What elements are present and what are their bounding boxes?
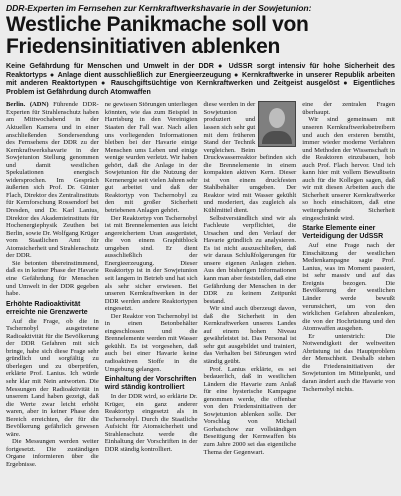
- paragraph-text: Sie betonten übereinstimmend, daß es in keiner Phase der Havarie eine Gefährdung für Menschen und Umwelt in der DDR gegeben habe.: [6, 259, 99, 298]
- paragraph-text: Die Messungen werden weiter fortgesetzt. Die zuständigen Organe informieren über die Ergebnisse.: [6, 438, 99, 468]
- paragraph-text: Der Reaktor von Tschernobyl ist in einen Betonbehälter eingeschlossen und die Brennelemente werden mit Wasser gekühlt. Es ist vorgesehen, daß auch bei einer Havarie keine radioaktiven Stoffe in die Umgebung gelangen.: [104, 312, 198, 373]
- paragraph-text: In der DDR wird, so erklärte Dr. Krüger, ein ganz anderer Reaktortyp eingesetzt als in Tschernobyl. Durch die Staatliche Aufsicht für Atomsicherheit und Strahlenschutz werde die Einhaltung der Vorschriften in der DDR ständig kontrolliert.: [104, 393, 198, 453]
- kicker-line: DDR-Experten im Fernsehen zur Kernkraftwerkshavarie in der Sowjetunion:: [6, 3, 312, 13]
- section-subhead: Starke Elemente einer Verteidigung der UdSSR: [302, 225, 384, 241]
- paragraph-text: Selbstverständlich sind wir als Fachleute verpflichtet, die Ursachen und den Verlauf der Havarie gründlich zu analysieren. Es ist nicht auszuschließen, daß wir daraus Schlußfolgerungen für unsere eigenen Anlagen ziehen. Aus den bisherigen Informationen kann man aber feststellen, daß eine Gefährdung der Menschen in der DDR zu keinem Zeitpunkt bestand.: [203, 214, 297, 305]
- paragraph-text: Er unterstrich: Die Notwendigkeit der weltweiten Abrüstung ist das Hauptproblem der Menschheit. Deshalb stehen die Friedensinitiativen der Sowjetunion im Mittelpunkt, und daran ändert auch die Havarie von Tschernobyl nichts.: [302, 332, 395, 393]
- paragraph-text: Prof. Lanius erklärte, es sei bedauerlich, daß in westlichen Ländern die Havarie zum Anlaß für eine hysterische Kampagne genommen werde, die offenbar von den Friedensinitiativen der Sowjetunion ablenken solle. Der Vorschlag von Michail Gorbatschow zur vollständigen Beseitigung der Kernwaffen bis zum Jahre 2000 sei das eigentliche Thema der Gegenwart.: [203, 365, 297, 456]
- headline: Westliche Panikmache soll von Friedensinitiativen ablenken: [6, 13, 309, 58]
- body-paragraph: [105, 101, 198, 214]
- section-subhead: Erhöhte Radioaktivität erreichte nie Grenzwerte: [6, 300, 88, 316]
- article-columns: [6, 101, 395, 489]
- body-paragraph: [204, 215, 297, 306]
- paragraph-text: Führende DDR-Experten für Strahlenschutz haben am Mittwochabend in der Aktuellen Kamera und in einer anschließenden Sondersendung des Fernsehens der DDR zu der Kernkraftwerkshavarie in der Sowjetunion Stellung genommen und damit westlichen Spekulationen energisch widersprochen. Im Gespräch äußerten sich Prof. Dr. Günter Flach, Direktor des Zentralinstituts für Kernforschung Rossendorf bei Dresden, und Dr. Karl Lanius, Direktor des Akademieinstituts für Hochenergiephysik Zeuthen bei Berlin, sowie Dr. Wolfgang Krüger vom Staatlichen Amt für Atomsicherheit und Strahlenschutz der DDR.: [6, 101, 99, 260]
- body-paragraph: [105, 313, 198, 373]
- column-4: [302, 101, 395, 489]
- section-subhead: Einhaltung der Vorschriften wird ständig kontrolliert: [104, 376, 197, 392]
- body-paragraph: [105, 393, 198, 453]
- body-paragraph: [204, 366, 297, 457]
- body-paragraph: [302, 333, 395, 393]
- paragraph-text: Wir sind gemeinsam mit unseren Kernkraftwerksbetreibern und auch den ersteren bemüht, immer wieder moderne Verfahren und Methoden der Wissenschaft in die Reaktoren einzubauen, hob auch Prof. Flach hervor. Und ich kann hier mit vollem Bewußtsein auch für die Kollegen sagen, daß wir mit diesen Arbeiten auch die Sicherheit unserer Kernkraftwerke so hoch einschätzen, daß eine weitergehende Sicherheit eingeschränkt wird.: [302, 116, 395, 222]
- body-paragraph: [6, 318, 99, 439]
- body-paragraph: [204, 305, 297, 365]
- paragraph-text: eine der zentralen Fragen überhaupt.: [302, 101, 395, 116]
- body-paragraph: [302, 116, 395, 222]
- column-3: [204, 101, 297, 489]
- paragraph-text: Der Reaktortyp von Tschernobyl ist mit Brennelementen aus leicht angereichertem Uran ausgerüstet, die von einem Graphitblock umgeben sind. Er dient ausschließlich der Energieerzeugung. Dieser Reaktortyp ist in der Sowjetunion seit langem in Betrieb und hat sich als sehr sicher erwiesen. Bei unseren Kernkraftwerken in der DDR werden andere Reaktortypen eingesetzt.: [104, 214, 198, 313]
- dateline: Berlin. (ADN): [6, 101, 49, 109]
- body-paragraph: [105, 215, 198, 313]
- portrait-body-icon: [262, 131, 292, 144]
- deck-summary: Keine Gefährdung für Menschen und Umwelt in der DDR ● UdSSR sorgt intensiv für hohe Sicherheit des Reaktortyps ● Anlage dient ausschließlich zur Energieerzeugung ● Kernkraftwerke in unserer Republik arbeiten mit anderen Reaktortypen ● Rauschgiftsüchtige von Kernkraftwerken und Zeitgeist ausgelöst ● Eigentliches Problem ist Gefährdung durch Atomwaffen: [6, 62, 395, 96]
- column-2: [105, 101, 198, 489]
- body-paragraph: [302, 242, 395, 333]
- body-paragraph: [6, 260, 99, 298]
- paragraph-text: Wir sind auch überzeugt davon, daß die Sicherheit in den Kernkraftwerken unseres Landes auf einem hohen Niveau gewährleistet ist. Das Personal ist sehr gut ausgebildet und trainiert, das Verhalten bei Störungen wird ständig geübt.: [203, 305, 297, 365]
- paragraph-text: Auf eine Frage nach der Einschätzung der westlichen Medienkampagne sagte Prof. Lanius, was im Moment passiert, ist sehr massiv und auf das Ereignis bezogen. Die Bevölkerung der westlichen Länder werde bewußt verunsichert, um von den wirklichen Gefahren abzulenken, die von der Hochrüstung und den Atomwaffen ausgehen.: [302, 242, 395, 333]
- body-paragraph: [6, 101, 99, 259]
- column-1: [6, 101, 99, 489]
- paragraph-text: diese werden in der Sowjetunion produziert und lassen sich sehr gut mit dem früheren Stand der Technik vergleichen. Beim Druckwasserreaktor befinden sich die Brennelemente in einem kompakten aktiven Kern. Dieser ist von einem druckfesten Stahlbehälter umgeben. Der Reaktor wird mit Wasser gekühlt und moderiert, das zugleich als Kühlmittel dient.: [203, 101, 297, 215]
- paragraph-text: ne gewissen Störungen unterliegen könnten, wie das zum Beispiel in Harrisburg in den Vereinigten Staaten der Fall war. Nach allen uns vorliegenden Informationen bleiben bei der Havarie einige Menschen ums Leben und einige wenige wurden verletzt. Wir haben gehört, daß die Anlage in der Sowjetunion für die Nutzung der Kernenergie seit vielen Jahren sehr gut arbeitet und daß der Reaktortyp von Tschernobyl zu den mit großer Sicherheit betriebenen Anlagen gehört.: [104, 101, 198, 215]
- paragraph-text: Auf die Frage, ob die in Tschernobyl ausgetretene Radioaktivität für die Bevölkerung der DDR Gefahren mit sich bringe, habe sich diese Frage sehr gründlich und sorgfältig zu überlegen und zu überprüfen, erklärte Prof. Lanius. Ich würde sehr klar mit Nein antworten. Die Messungen der Radioaktivität in unserem Land haben gezeigt, daß die Werte zwar leicht erhöht waren, aber in keiner Phase den Bereich erreichten, der für die Bevölkerung gefährlich gewesen wäre.: [6, 317, 99, 438]
- body-paragraph: [6, 438, 99, 468]
- portrait-face-icon: [269, 108, 285, 128]
- portrait-photo: [258, 101, 296, 147]
- body-paragraph: [302, 101, 395, 116]
